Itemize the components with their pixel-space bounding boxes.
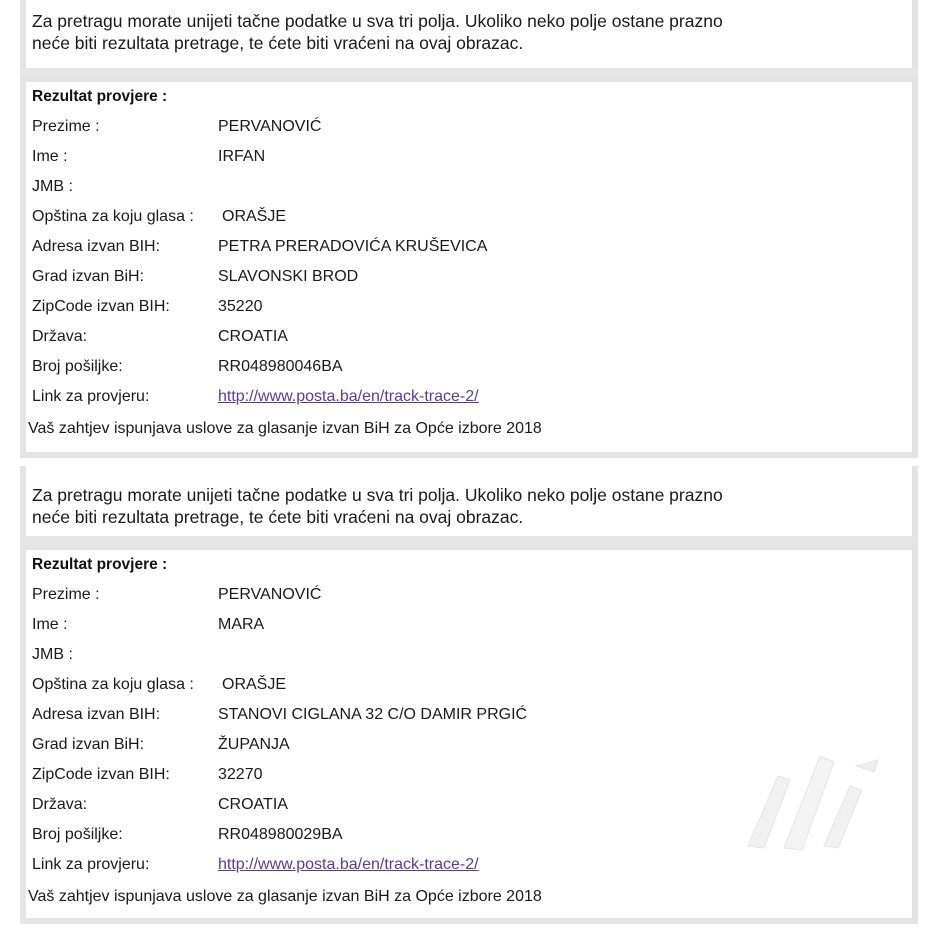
notice-line-2: neće biti rezultata pretrage, te ćete biti vraćeni na ovaj obrazac. — [32, 33, 524, 53]
field-label: Država: — [32, 328, 88, 345]
field-label: Ime : — [32, 148, 68, 165]
field-value: 32270 — [218, 766, 263, 783]
field-label: JMB : — [32, 646, 73, 663]
field-label: Opština za koju glasa : — [32, 208, 194, 225]
eligibility-message: Vaš zahtjev ispunjava uslove za glasanje izvan BiH za Opće izbore 2018 — [28, 420, 542, 437]
field-label: ZipCode izvan BIH: — [32, 298, 170, 315]
field-label: Država: — [32, 796, 88, 813]
search-notice — [20, 0, 918, 68]
field-value: CROATIA — [218, 328, 288, 345]
field-label: ZipCode izvan BIH: — [32, 766, 170, 783]
track-trace-link[interactable]: http://www.posta.ba/en/track-trace-2/ — [218, 388, 479, 405]
field-value: RR048980029BA — [218, 826, 343, 843]
field-label: Broj pošiljke: — [32, 826, 123, 843]
field-value: IRFAN — [218, 148, 266, 165]
watermark-logo-icon — [738, 736, 888, 866]
field-value: PERVANOVIĆ — [218, 118, 322, 135]
field-value: RR048980046BA — [218, 358, 343, 375]
search-notice — [20, 466, 918, 542]
field-label: Grad izvan BiH: — [32, 736, 145, 753]
field-label: Grad izvan BiH: — [32, 268, 145, 285]
field-label: Link za provjeru: — [32, 856, 150, 873]
field-value: STANOVI CIGLANA 32 C/O DAMIR PRGIĆ — [218, 706, 528, 723]
field-label: Adresa izvan BIH: — [32, 238, 161, 255]
track-trace-link[interactable]: http://www.posta.ba/en/track-trace-2/ — [218, 856, 479, 873]
result-title: Rezultat provjere : — [32, 556, 168, 573]
field-value: PETRA PRERADOVIĆA KRUŠEVICA — [218, 238, 488, 255]
field-value: MARA — [218, 616, 265, 633]
result-title: Rezultat provjere : — [32, 88, 168, 105]
screenshot-bottom — [0, 466, 938, 938]
field-label: Ime : — [32, 616, 68, 633]
field-value: ORAŠJE — [222, 208, 287, 225]
divider — [20, 536, 918, 544]
field-value: CROATIA — [218, 796, 288, 813]
field-value: ŽUPANJA — [218, 736, 290, 753]
notice-line-1: Za pretragu morate unijeti tačne podatke u sva tri polja. Ukoliko neko polje ostane prazno — [32, 485, 723, 505]
field-value: SLAVONSKI BROD — [218, 268, 359, 285]
field-label: Opština za koju glasa : — [32, 676, 194, 693]
result-panel — [20, 76, 918, 458]
field-label: Adresa izvan BIH: — [32, 706, 161, 723]
field-label: Link za provjeru: — [32, 388, 150, 405]
notice-line-1: Za pretragu morate unijeti tačne podatke u sva tri polja. Ukoliko neko polje ostane prazno — [32, 11, 723, 31]
eligibility-message: Vaš zahtjev ispunjava uslove za glasanje izvan BiH za Opće izbore 2018 — [28, 888, 542, 905]
field-label: Prezime : — [32, 118, 100, 135]
divider — [20, 68, 918, 76]
field-label: JMB : — [32, 178, 73, 195]
field-label: Prezime : — [32, 586, 100, 603]
field-value — [218, 388, 479, 406]
field-value: 35220 — [218, 298, 263, 315]
field-value: PERVANOVIĆ — [218, 586, 322, 603]
field-label: Broj pošiljke: — [32, 358, 123, 375]
result-panel — [20, 544, 918, 924]
screenshot-top — [0, 0, 938, 460]
field-value: ORAŠJE — [222, 676, 287, 693]
notice-line-2: neće biti rezultata pretrage, te ćete biti vraćeni na ovaj obrazac. — [32, 507, 524, 527]
field-value — [218, 856, 479, 874]
